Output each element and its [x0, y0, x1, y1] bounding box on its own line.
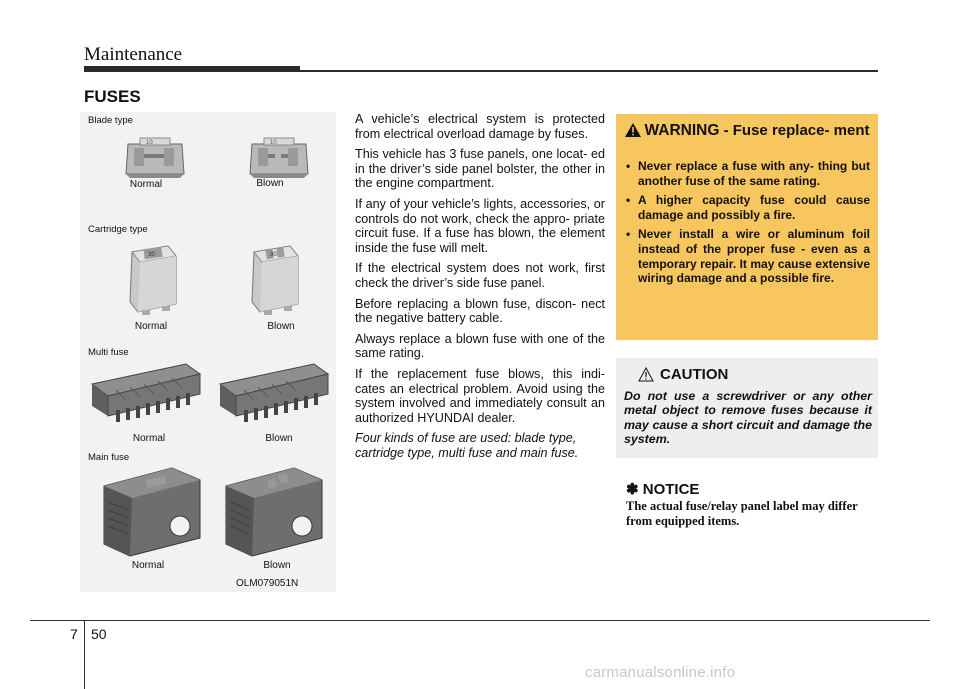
cartridge-blown-caption: Blown: [267, 321, 295, 332]
caution-title: CAUTION: [660, 366, 729, 383]
watermark: carmanualsonline.info: [585, 664, 736, 681]
page-number: 50: [91, 626, 107, 642]
multi-fuse-normal-image: [86, 360, 204, 430]
fuse-types-figure: [80, 112, 336, 592]
warning-item: • Never install a wire or aluminum foil instead of the proper fuse - even as a temporary repair. It may cause extensive wiring damage and a possible fire.: [626, 227, 870, 285]
blade-fuse-blown-image: [248, 134, 312, 180]
figure-code: OLM079051N: [236, 578, 299, 589]
category-label-blade: Blade type: [88, 115, 133, 126]
notice-text: The actual fuse/relay panel label may differ from equipped items.: [626, 499, 858, 528]
body-text: [355, 112, 605, 466]
body-paragraph: This vehicle has 3 fuse panels, one locat- ed in the driver’s side panel bolster, the other in the engine compartment.: [355, 147, 605, 191]
cartridge-normal-caption: Normal: [134, 321, 168, 332]
multi-normal-caption: Normal: [132, 433, 166, 444]
category-label-main: Main fuse: [88, 452, 130, 463]
page-title: FUSES: [84, 87, 141, 106]
header-rule-thick: [84, 66, 300, 72]
section-header: Maintenance: [84, 44, 183, 65]
main-fuse-normal-image: [100, 464, 204, 560]
main-normal-caption: Normal: [131, 560, 165, 571]
caution-text: Do not use a screwdriver or any other metal object to remove fuses because it may cause a short circuit and damage the system.: [624, 389, 872, 447]
chapter-number: 7: [70, 626, 78, 642]
svg-text:10: 10: [146, 140, 153, 146]
footer-divider: [84, 620, 85, 689]
warning-title-rest: - Fuse replace- ment: [719, 122, 870, 139]
multi-fuse-blown-image: [214, 360, 332, 430]
body-paragraph: A vehicle’s electrical system is protected from electrical overload damage by fuses.: [355, 112, 605, 141]
svg-text:30: 30: [148, 252, 155, 258]
body-paragraph: Always replace a blown fuse with one of the same rating.: [355, 331, 605, 361]
cartridge-fuse-normal-image: [124, 242, 182, 316]
cartridge-fuse-blown-image: [246, 242, 304, 316]
body-paragraph: Before replacing a blown fuse, discon- nect the negative battery cable.: [355, 296, 605, 326]
category-label-cartridge: Cartridge type: [88, 224, 148, 235]
body-paragraph: If any of your vehicle’s lights, accessories, or controls do not work, check the appro- priate circuit fuse. If a fuse has blown, the element inside the fuse will melt.: [355, 196, 605, 255]
warning-list: [626, 159, 870, 291]
warning-item: • Never replace a fuse with any- thing but another fuse of the same rating.: [626, 159, 870, 188]
category-label-multi: Multi fuse: [88, 347, 129, 358]
main-fuse-blown-image: [222, 464, 326, 560]
warning-box: [616, 114, 878, 340]
caution-box: [616, 358, 878, 458]
body-paragraph: If the electrical system does not work, first check the driver’s side fuse panel.: [355, 261, 605, 290]
footer-rule: [30, 620, 930, 621]
warning-triangle-icon: [625, 123, 641, 137]
svg-text:10: 10: [270, 140, 277, 146]
multi-blown-caption: Blown: [265, 433, 293, 444]
fuse-kinds-note: Four kinds of fuse are used: blade type, cartridge type, multi fuse and main fuse.: [355, 431, 579, 460]
header-rule-thin: [300, 70, 878, 72]
warning-title: [616, 122, 878, 139]
notice-title: ✽ NOTICE: [626, 481, 700, 498]
blade-fuse-normal-image: [124, 134, 188, 180]
body-paragraph: If the replacement fuse blows, this indi- cates an electrical problem. Avoid using the system involved and immediately consult an authorized HYUNDAI dealer.: [355, 366, 605, 425]
main-blown-caption: Blown: [263, 560, 291, 571]
blade-normal-caption: Normal: [129, 179, 163, 190]
caution-triangle-icon: [638, 367, 654, 382]
blade-blown-caption: Blown: [256, 178, 284, 189]
warning-item: • A higher capacity fuse could cause damage and possibly a fire.: [626, 193, 870, 222]
svg-text:30: 30: [270, 252, 277, 258]
warning-title-main: WARNING: [644, 122, 720, 139]
